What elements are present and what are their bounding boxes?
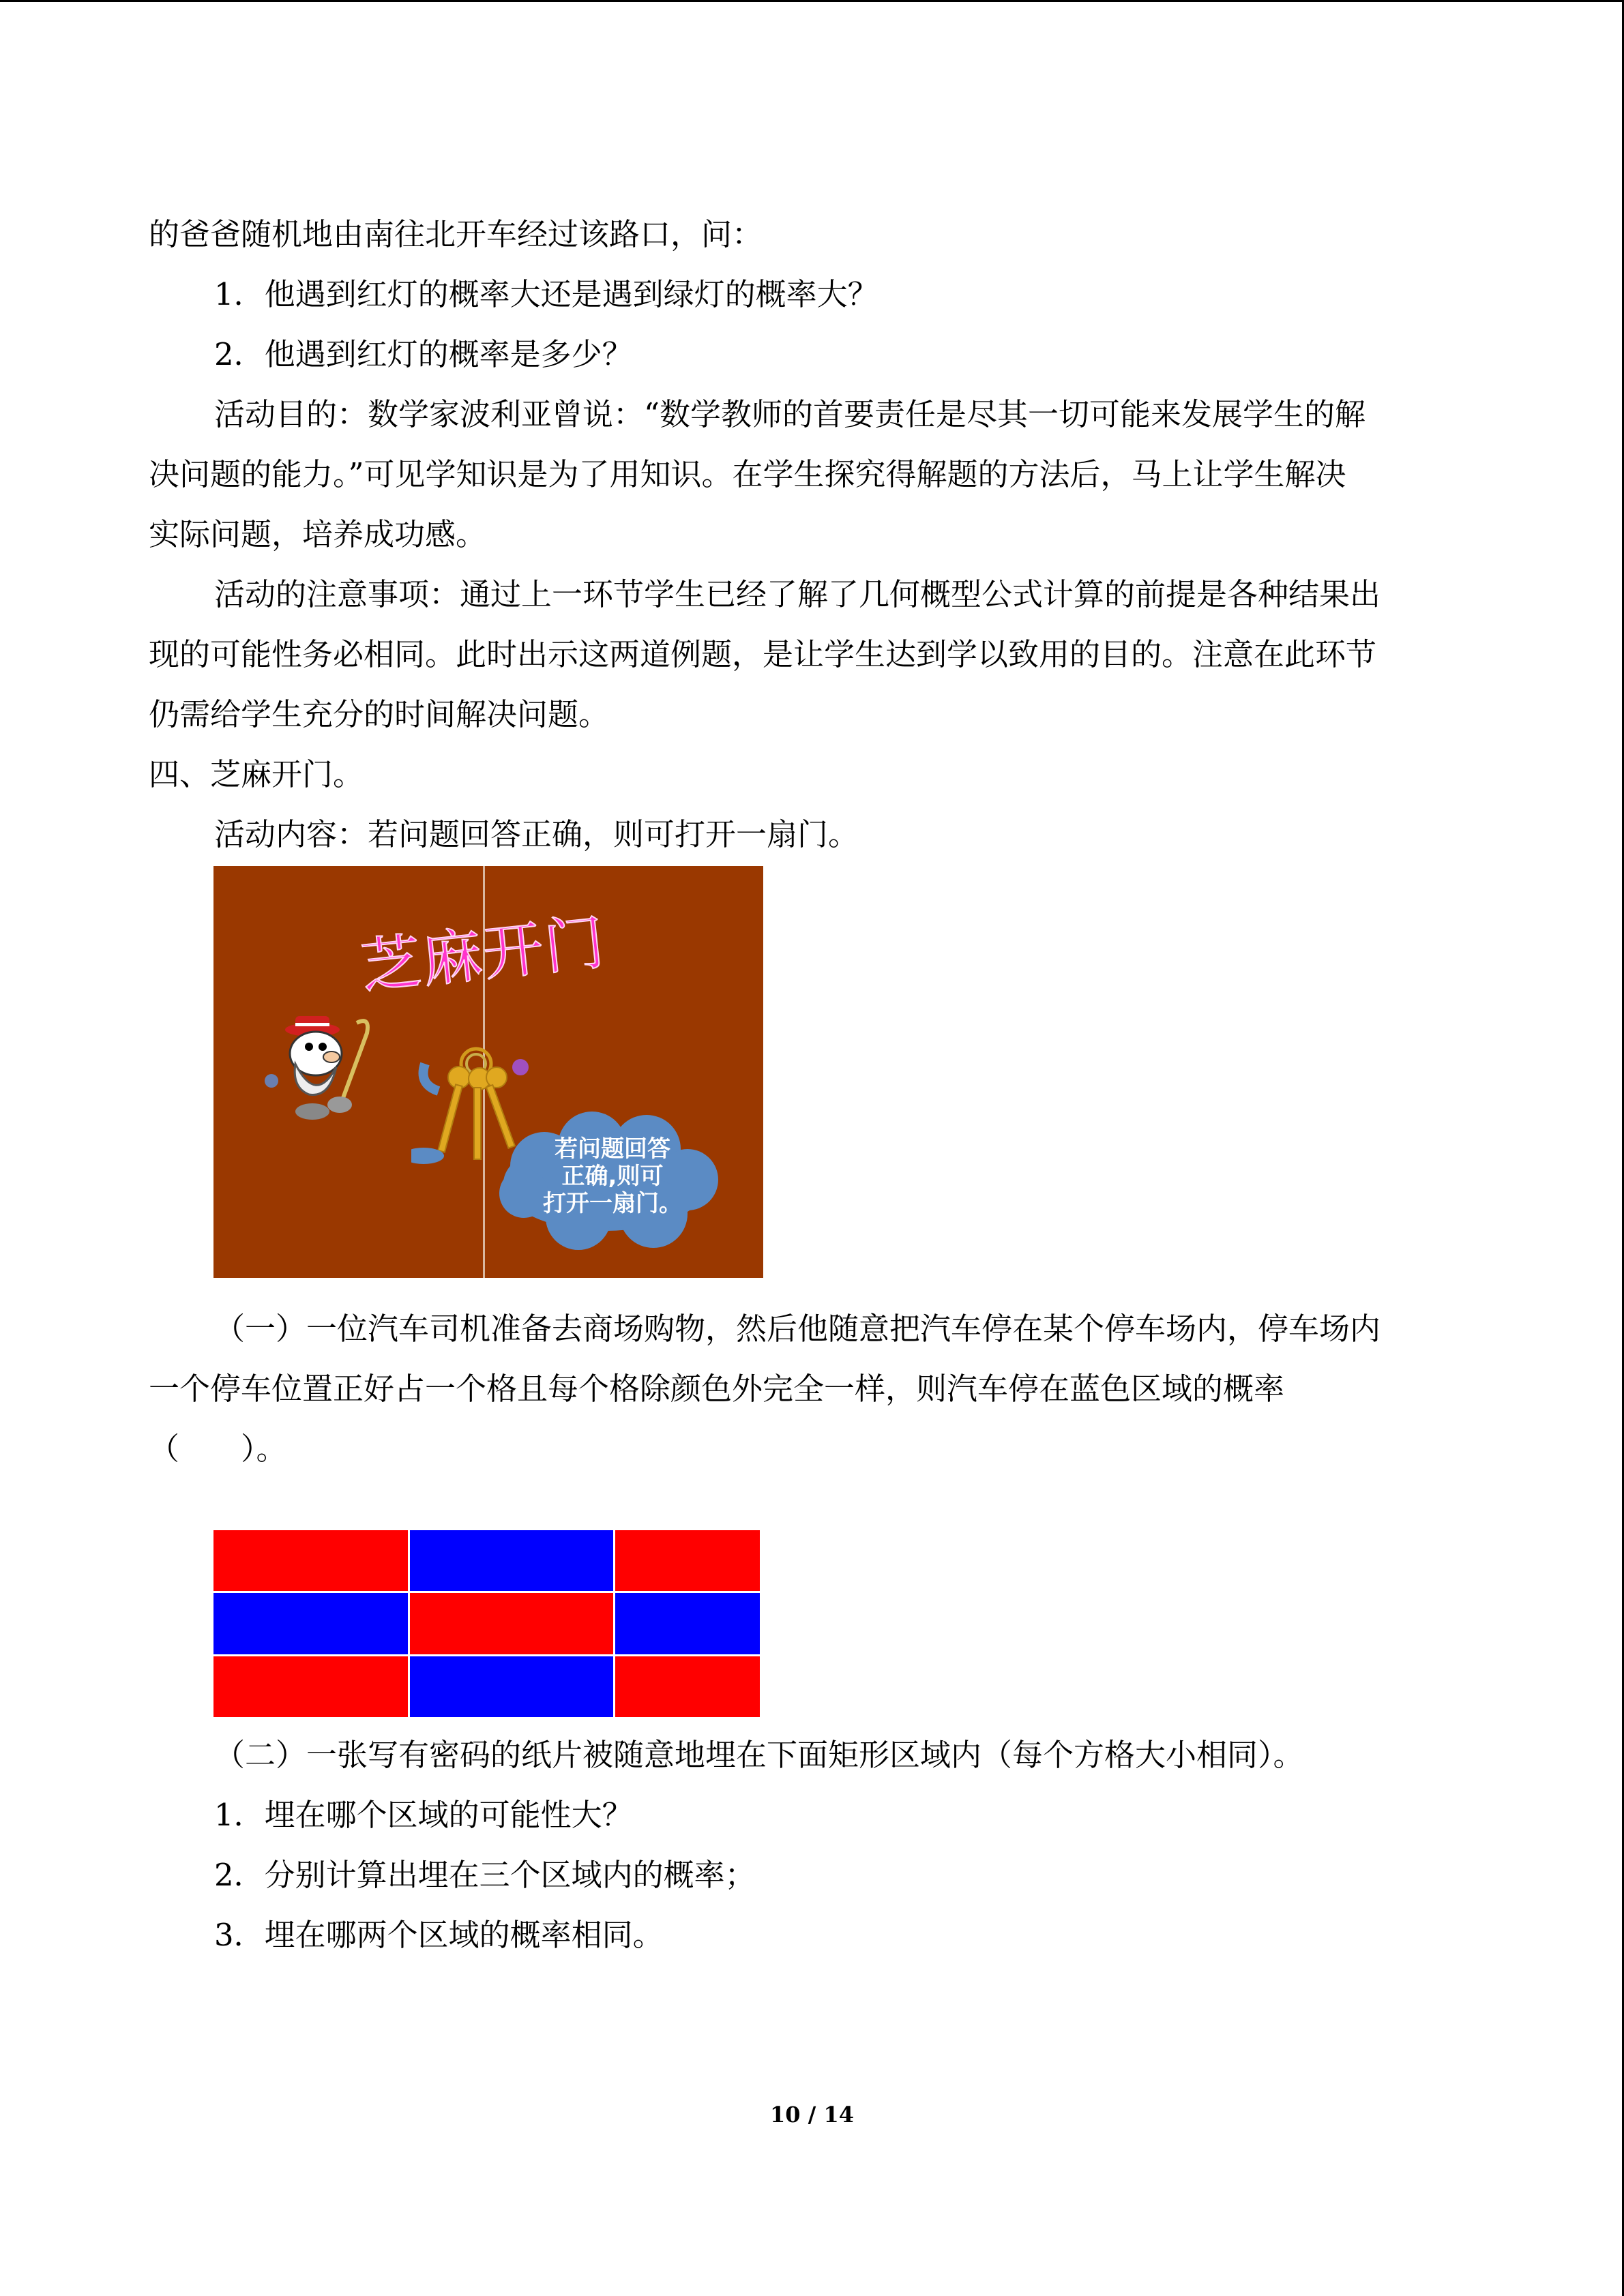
grid-cell-red <box>213 1656 408 1717</box>
question-one-block <box>149 1299 1458 1479</box>
grid-cell-red <box>410 1593 613 1654</box>
question-item: 3．埋在哪两个区域的概率相同。 <box>214 1917 664 1953</box>
document-body-top <box>149 205 1458 865</box>
question-item: 1．埋在哪个区域的可能性大？ <box>214 1797 633 1833</box>
question-item: 1．他遇到红灯的概率大还是遇到绿灯的概率大？ <box>214 276 879 312</box>
question-item: 2．他遇到红灯的概率是多少？ <box>214 336 633 372</box>
paragraph-line: （二）一张写有密码的纸片被随意地埋在下面矩形区域内（每个方格大小相同）。 <box>214 1737 1304 1773</box>
slide-title: 芝麻开门 <box>357 906 610 1002</box>
grid-cell-blue <box>410 1530 613 1591</box>
question-two-block <box>149 1725 1458 1965</box>
paragraph-line: 活动的注意事项：通过上一环节学生已经了解了几何概型公式计算的前提是各种结果出 <box>214 576 1381 612</box>
question-item: 2．分别计算出埋在三个区域内的概率； <box>214 1857 756 1893</box>
cloud-line: 若问题回答 <box>555 1135 670 1163</box>
section-heading: 四、芝麻开门。 <box>149 756 364 792</box>
page-number: 10 / 14 <box>769 2102 855 2128</box>
paragraph-line: 实际问题，培养成功感。 <box>149 516 487 552</box>
paragraph-line: 一个停车位置正好占一个格且每个格除颜色外完全一样，则汽车停在蓝色区域的概率 <box>149 1371 1285 1407</box>
paragraph-line: 现的可能性务必相同。此时出示这两道例题，是让学生达到学以致用的目的。注意在此环节 <box>149 636 1377 672</box>
old-man-cartoon-icon <box>261 1002 398 1132</box>
paragraph-line: 活动目的：数学家波利亚曾说：“数学教师的首要责任是尽其一切可能来发展学生的解 <box>214 396 1366 432</box>
grid-cell-red <box>615 1656 760 1717</box>
sesame-door-slide <box>213 866 763 1278</box>
paragraph-line: 的爸爸随机地由南往北开车经过该路口，问： <box>149 216 763 252</box>
parking-lot-grid <box>213 1530 756 1717</box>
answer-blank: （ ）。 <box>149 1431 287 1467</box>
paragraph-line: 活动内容：若问题回答正确，则可打开一扇门。 <box>214 816 859 852</box>
grid-cell-red <box>615 1530 760 1591</box>
grid-cell-blue <box>213 1593 408 1654</box>
top-border <box>0 0 1624 2</box>
cloud-line: 正确,则可 <box>561 1163 664 1190</box>
cloud-line: 打开一扇门。 <box>543 1190 682 1217</box>
grid-cell-blue <box>615 1593 760 1654</box>
grid-cell-blue <box>410 1656 613 1717</box>
paragraph-line: 决问题的能力。”可见学知识是为了用知识。在学生探究得解题的方法后，马上让学生解决 <box>149 456 1346 492</box>
grid-cell-red <box>213 1530 408 1591</box>
paragraph-line: （一）一位汽车司机准备去商场购物，然后他随意把汽车停在某个停车场内，停车场内 <box>214 1311 1381 1347</box>
paragraph-line: 仍需给学生充分的时间解决问题。 <box>149 696 610 732</box>
cloud-bubble-text <box>517 1135 708 1217</box>
